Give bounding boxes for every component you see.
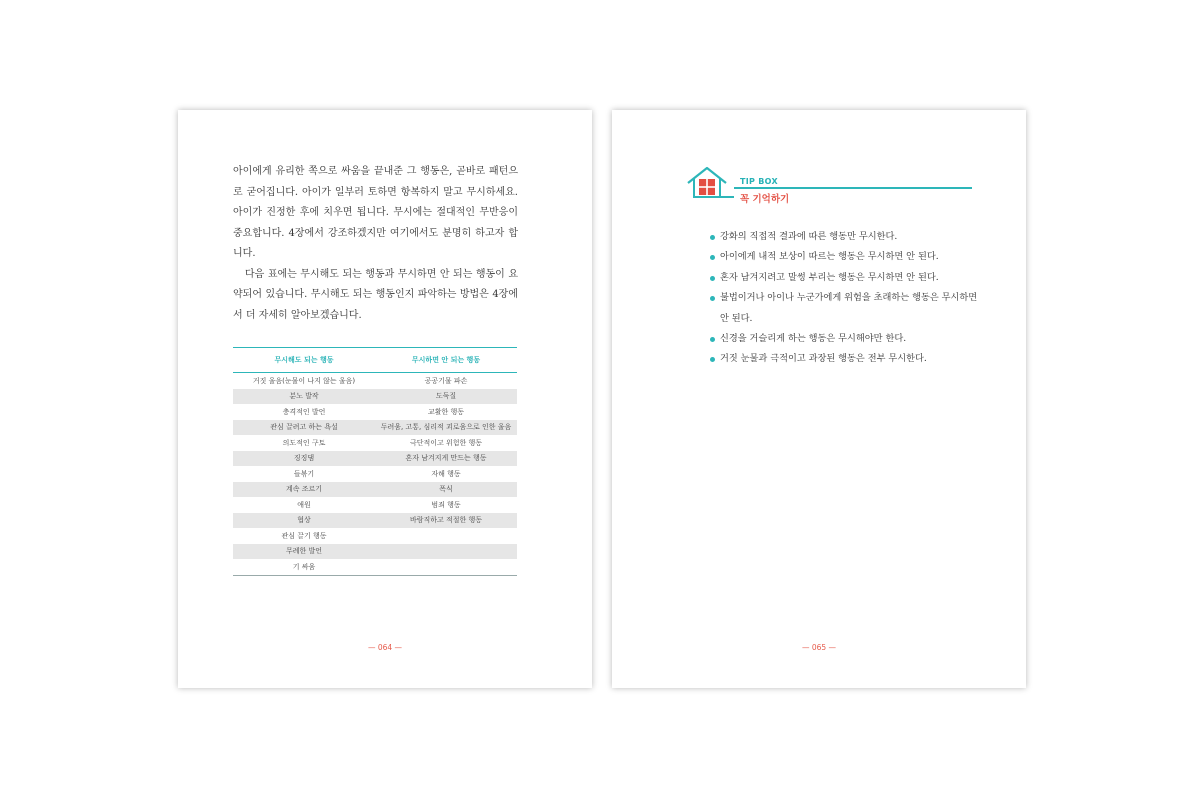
table-row: [233, 559, 517, 575]
table-cell: 극단적이고 위험한 행동: [409, 438, 483, 447]
table-cell: 들볶기: [293, 469, 315, 478]
table-cell: 계속 조르기: [233, 482, 375, 498]
table-cell: 협상: [233, 513, 375, 529]
tip-box-label: TIP BOX: [740, 177, 778, 186]
body-text: [233, 162, 518, 326]
table-cell: 징징댐: [233, 451, 375, 467]
bullet-icon: [710, 255, 715, 260]
table-header-ignorable: 무시해도 되는 행동: [233, 348, 375, 373]
left-page: [178, 110, 592, 688]
table-row: [233, 528, 517, 544]
bullet-icon: [710, 337, 715, 342]
table-cell: 애원: [297, 500, 311, 509]
table-cell: 관심 끌려고 하는 욕설: [233, 420, 375, 436]
table-cell: 기 싸움: [233, 559, 375, 575]
table-cell: 거짓 울음(눈물이 나지 않는 울음): [252, 376, 356, 385]
list-item-text: 아이에게 내적 보상이 따르는 행동은 무시하면 안 된다.: [720, 251, 939, 263]
table-row: [233, 373, 517, 389]
table-cell: 두려움, 고통, 심리적 괴로움으로 인한 울음: [375, 420, 517, 436]
list-item-text: 혼자 남겨지려고 말썽 부리는 행동은 무시하면 안 된다.: [720, 271, 939, 283]
table-cell: 도둑질: [375, 389, 517, 405]
table-cell: 자해 행동: [431, 469, 461, 478]
table-row: [233, 389, 517, 405]
table-row: [233, 513, 517, 529]
table-cell: 의도적인 구토: [282, 438, 326, 447]
table-cell: 공공기물 파손: [424, 376, 468, 385]
table-cell: 분노 발작: [233, 389, 375, 405]
list-item-text: 강화의 직접적 결과에 따른 행동만 무시한다.: [720, 231, 898, 242]
page-number: — 064 —: [367, 643, 403, 652]
paragraph-2: 다음 표에는 무시해도 되는 행동과 무시하면 안 되는 행동이 요약되어 있습니다. 무시해도 되는 행동인지 파악하는 방법은 4장에서 더 자세히 알아보겠습니다.: [233, 268, 518, 321]
tip-box-title: 꼭 기억하기: [740, 194, 790, 205]
table-cell: 관심 끌기 행동: [281, 531, 327, 540]
list-item: [720, 268, 980, 288]
table-cell: [375, 559, 517, 575]
list-item: [720, 288, 980, 329]
list-item: [720, 349, 980, 369]
table-row: [233, 544, 517, 560]
right-page: [612, 110, 1026, 688]
table-row: [233, 451, 517, 467]
table-cell: [375, 544, 517, 560]
table-cell: 무례한 발언: [233, 544, 375, 560]
table-row: [233, 497, 517, 513]
table-cell: 범죄 행동: [431, 500, 461, 509]
table-header-not-ignorable: 무시하면 안 되는 행동: [375, 348, 517, 373]
table-cell: 혼자 남겨지게 만드는 행동: [375, 451, 517, 467]
table-cell: 교활한 행동: [427, 407, 465, 416]
list-item-text: 거짓 눈물과 극적이고 과장된 행동은 전부 무시한다.: [720, 353, 927, 365]
bullet-icon: [710, 296, 715, 301]
tip-box-header: [686, 165, 976, 205]
bullet-icon: [710, 357, 715, 362]
table-cell: 바람직하고 적절한 행동: [375, 513, 517, 529]
behavior-table: [233, 347, 517, 576]
bullet-icon: [710, 276, 715, 281]
table-row: [233, 466, 517, 482]
list-item-text: 불법이거나 아이나 누군가에게 위험을 초래하는 행동은 무시하면 안 된다.: [720, 292, 978, 324]
list-item: [720, 329, 980, 349]
tip-box-divider: [734, 187, 972, 189]
tip-list: [720, 227, 980, 370]
page-number: — 065 —: [801, 643, 837, 652]
table-row: [233, 482, 517, 498]
table-header-row: [233, 348, 517, 373]
table-cell: [375, 528, 517, 544]
table-row: [233, 435, 517, 451]
table-cell: 폭식: [375, 482, 517, 498]
bullet-icon: [710, 235, 715, 240]
table-row: [233, 420, 517, 436]
house-icon: [686, 165, 734, 205]
paragraph-1: 아이에게 유리한 쪽으로 싸움을 끝내준 그 행동은, 곧바로 패턴으로 굳어집니다. 아이가 일부러 토하면 항복하지 말고 무시하세요. 아이가 진정한 후에 치우면 됩니다. 무시에는 절대적인 무반응이 중요합니다. 4장에서 강조하겠지만 여기에서도 분명히 하고자 합니다.: [233, 166, 518, 259]
list-item: [720, 247, 980, 267]
table-row: [233, 404, 517, 420]
table-cell: 충격적인 발언: [282, 407, 326, 416]
list-item: [720, 227, 980, 247]
list-item-text: 신경을 거슬리게 하는 행동은 무시해야만 한다.: [720, 333, 907, 345]
